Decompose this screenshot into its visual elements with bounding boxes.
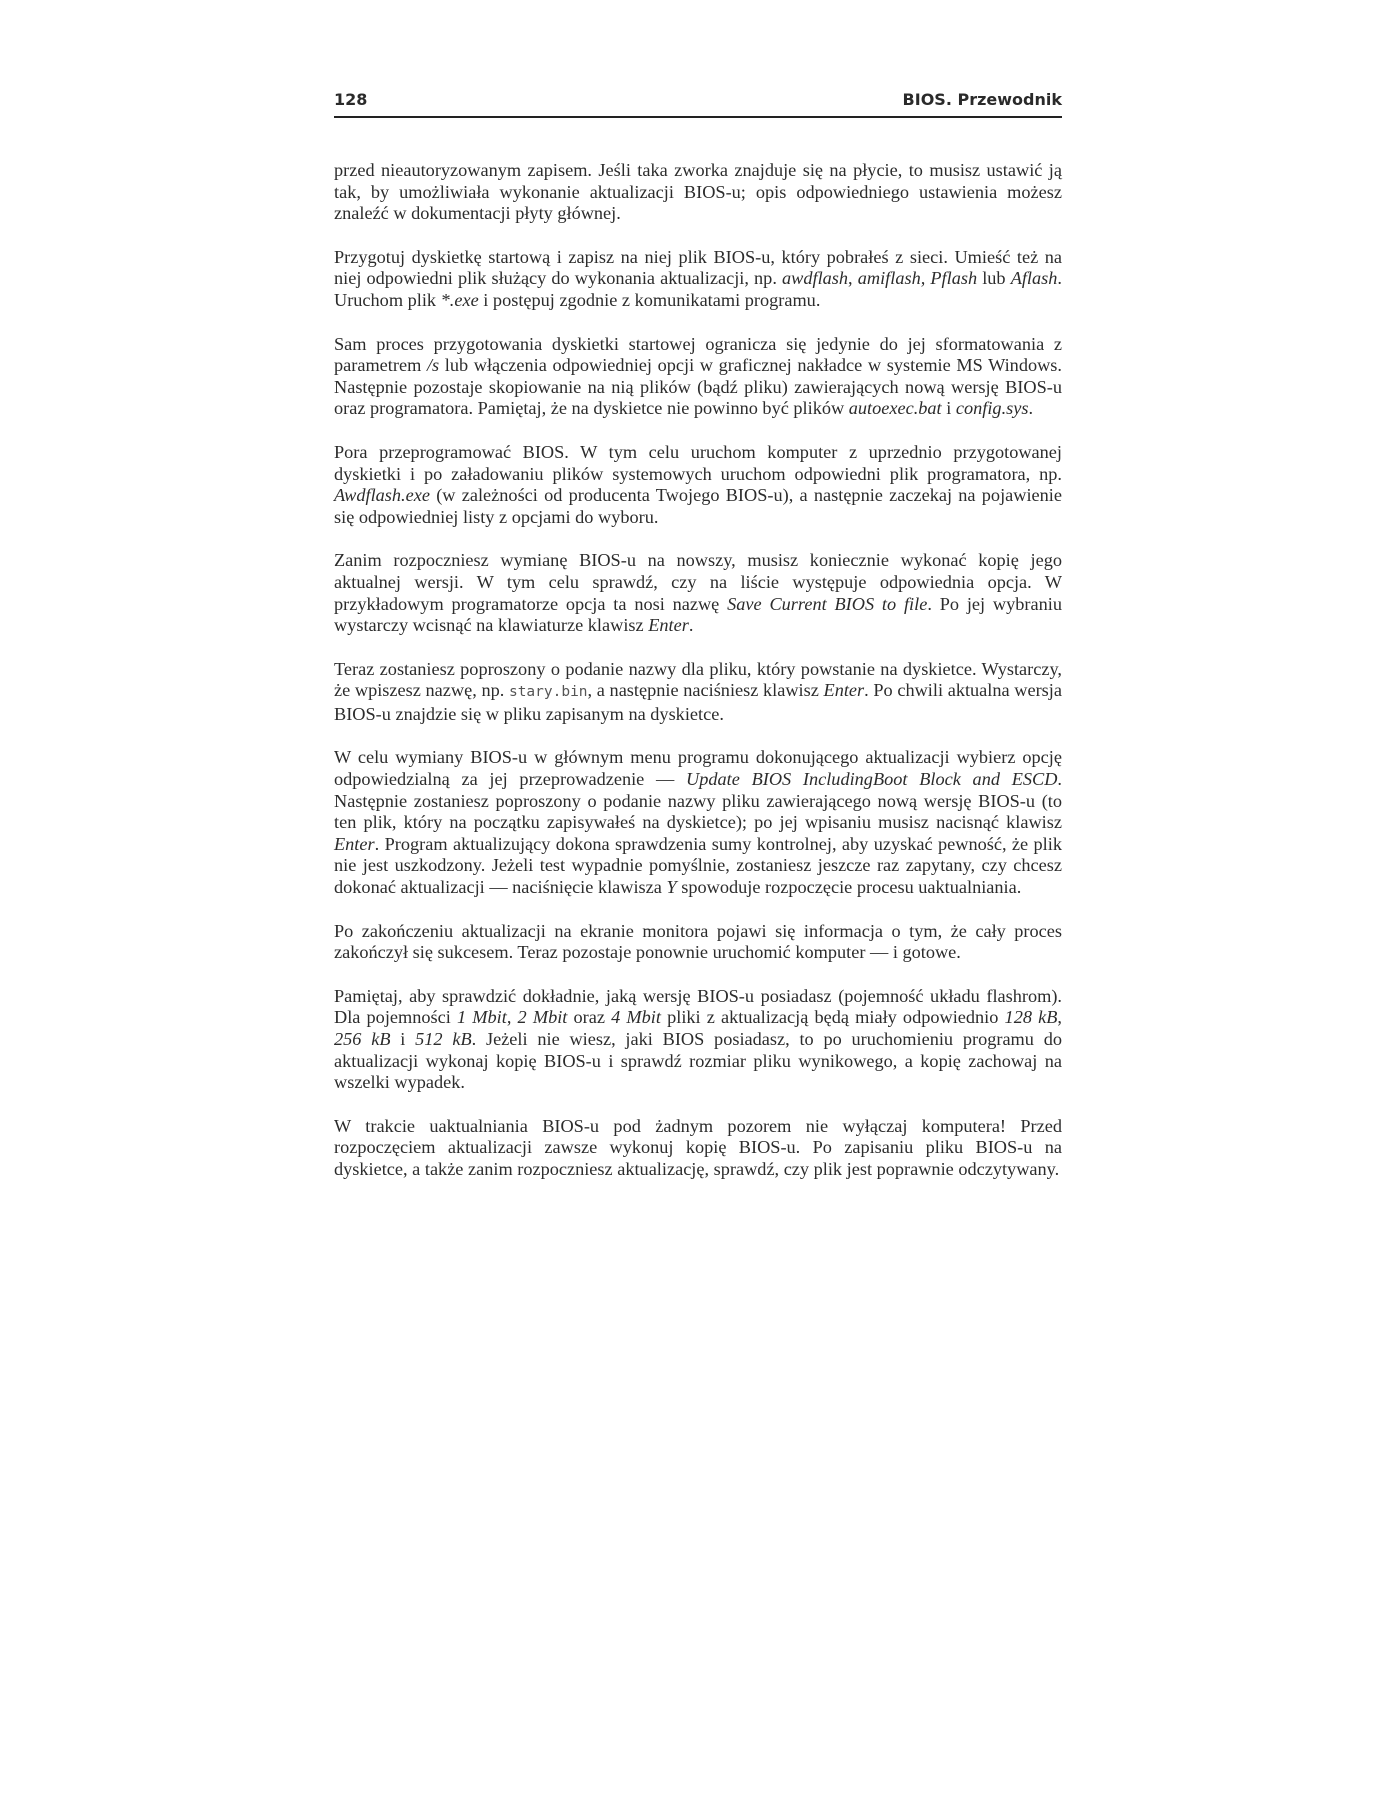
paragraph-1 <box>334 160 1062 225</box>
italic-term: 256 kB <box>334 1029 391 1049</box>
body-text <box>334 160 1062 1203</box>
text-span: . Następnie zostaniesz poproszony o podanie nazwy pliku zawierającego nową wersję BIOS-u (to ten plik, który na początku zapisywałeś na dyskietce); po jej wpisaniu musisz nacisnąć klawisz <box>334 769 1062 833</box>
code-filename: stary.bin <box>508 684 588 701</box>
italic-term: 1 Mbit <box>456 1007 507 1028</box>
text-span: . Jeżeli nie wiesz, jaki BIOS posiadasz, to po uruchomieniu programu do aktualizacji wykonaj kopię BIOS-u i sprawdź rozmiar pliku wynikowego, a kopię zachowaj na wszelki wypadek. <box>334 1029 1062 1093</box>
book-title: BIOS. Przewodnik <box>902 90 1062 109</box>
italic-term: config.sys <box>955 398 1029 419</box>
italic-term: 4 Mbit <box>611 1007 661 1028</box>
italic-term: Enter <box>648 615 689 636</box>
italic-term: 2 Mbit <box>517 1007 568 1028</box>
text-span: spowoduje rozpoczęcie procesu uaktualniania. <box>676 877 1022 898</box>
paragraph-6 <box>334 659 1062 726</box>
text-span: Po zakończeniu aktualizacji na ekranie monitora pojawi się informacja o tym, że cały proces zakończył się sukcesem. Teraz pozostaje ponownie uruchomić komputer — i gotowe. <box>334 920 1062 963</box>
italic-term: Awdflash.exe <box>334 485 430 506</box>
italic-term: 128 kB <box>1004 1007 1058 1028</box>
text-span: , a następnie naciśniesz klawisz <box>587 680 824 701</box>
text-span: i postępuj zgodnie z komunikatami programu. <box>478 289 821 310</box>
text-span: lub włączenia odpowiedniej opcji w graficznej nakładce w systemie MS Windows. Następnie pozostaje skopiowanie na nią plików (bądź pliku) zawierających nową wersję BIOS-u oraz programatora. Pamiętaj, że na dyskietce nie powinno być plików <box>334 355 1062 419</box>
text-span: , <box>848 268 858 289</box>
italic-term: autoexec.bat <box>848 398 942 419</box>
text-span: , <box>1057 1007 1062 1028</box>
paragraph-10 <box>334 1116 1062 1181</box>
text-span: Teraz zostaniesz poproszony o podanie nazwy dla pliku, który powstanie na dyskietce. Wystarczy, że wpiszesz nazwę, np. <box>334 658 1062 701</box>
paragraph-7 <box>334 747 1062 898</box>
text-span: . <box>688 615 694 636</box>
paragraph-4 <box>334 442 1062 528</box>
italic-term: awdflash <box>782 268 849 289</box>
text-span: W celu wymiany BIOS-u w głównym menu programu dokonującego aktualizacji wybierz opcję odpowiedzialną za jej przeprowadzenie — <box>334 747 1062 790</box>
text-span: i <box>941 398 956 419</box>
italic-term: Y <box>666 877 677 898</box>
paragraph-9 <box>334 986 1062 1094</box>
italic-term: Update BIOS IncludingBoot Block and ESCD <box>686 769 1058 790</box>
text-span: . <box>1028 398 1034 419</box>
text-span: Pora przeprogramować BIOS. W tym celu uruchom komputer z uprzednio przygotowanej dyskietki i po załadowaniu plików systemowych uruchom odpowiedni plik programatora, np. <box>334 441 1062 484</box>
text-span: (w zależności od producenta Twojego BIOS-u), a następnie zaczekaj na pojawienie się odpowiedniej listy z opcjami do wyboru. <box>334 485 1062 527</box>
paragraph-3 <box>334 334 1062 420</box>
text-span: W trakcie uaktualniania BIOS-u pod żadnym pozorem nie wyłączaj komputera! Przed rozpoczęciem aktualizacji zawsze wykonuj kopię BIOS-u. Po zapisaniu pliku BIOS-u na dyskietce, a także zanim rozpoczniesz aktualizację, sprawdź, czy plik jest poprawnie odczytywany. <box>334 1115 1062 1179</box>
text-span: Sam proces przygotowania dyskietki startowej ogranicza się jedynie do jej sformatowania z parametrem <box>334 333 1062 376</box>
text-span: , <box>506 1007 518 1028</box>
running-header <box>334 90 1062 118</box>
text-span: pliki z aktualizacją będą miały odpowiednio <box>660 1007 1005 1028</box>
text-span: . Po jej wybraniu wystarczy wcisnąć na klawiaturze klawisz <box>334 593 1062 636</box>
paragraph-5 <box>334 550 1062 636</box>
text-span: Pamiętaj, aby sprawdzić dokładnie, jaką wersję BIOS-u posiadasz (pojemność układu flashrom). Dla pojemności <box>334 985 1062 1028</box>
italic-term: *.exe <box>440 289 479 310</box>
italic-term: Save Current BIOS to file <box>727 593 928 614</box>
text-span: . Uruchom plik <box>334 268 1062 310</box>
text-span: . Po chwili aktualna wersja BIOS-u znajdzie się w pliku zapisanym na dyskietce. <box>334 680 1062 724</box>
text-span: Zanim rozpoczniesz wymianę BIOS-u na nowszy, musisz koniecznie wykonać kopię jego aktualnej wersji. W tym celu sprawdź, czy na liście występuje odpowiednia opcja. W przykładowym programatorze opcja ta nosi nazwę <box>334 550 1062 614</box>
italic-term: Aflash <box>1010 268 1058 289</box>
text-span: lub <box>977 268 1011 289</box>
paragraph-8 <box>334 921 1062 964</box>
text-span: i <box>390 1029 416 1049</box>
text-span: Przygotuj dyskietkę startową i zapisz na niej plik BIOS-u, który pobrałeś z sieci. Umieść też na niej odpowiedni plik służący do wykonania aktualizacji, np. <box>334 246 1062 289</box>
paragraph-2 <box>334 247 1062 312</box>
text-span: oraz <box>567 1007 612 1028</box>
italic-term: /s <box>426 355 440 376</box>
italic-term: 512 kB <box>415 1029 472 1049</box>
italic-term: Enter <box>823 680 865 701</box>
text-span: przed nieautoryzowanym zapisem. Jeśli taka zworka znajduje się na płycie, to musisz ustawić ją tak, by umożliwiała wykonanie aktualizacji BIOS-u; opis odpowiedniego ustawienia możesz znaleźć w dokumentacji płyty głównej. <box>334 160 1062 224</box>
page-number: 128 <box>334 90 368 109</box>
text-span: . Program aktualizujący dokona sprawdzenia sumy kontrolnej, aby uzyskać pewność, że plik nie jest uszkodzony. Jeżeli test wypadnie pomyślnie, zostaniesz jeszcze raz zapytany, czy chcesz dokonać aktualizacji — naciśnięcie klawisza <box>334 833 1062 898</box>
italic-term: Enter <box>334 833 375 854</box>
italic-term: amiflash, Pflash <box>857 268 978 289</box>
